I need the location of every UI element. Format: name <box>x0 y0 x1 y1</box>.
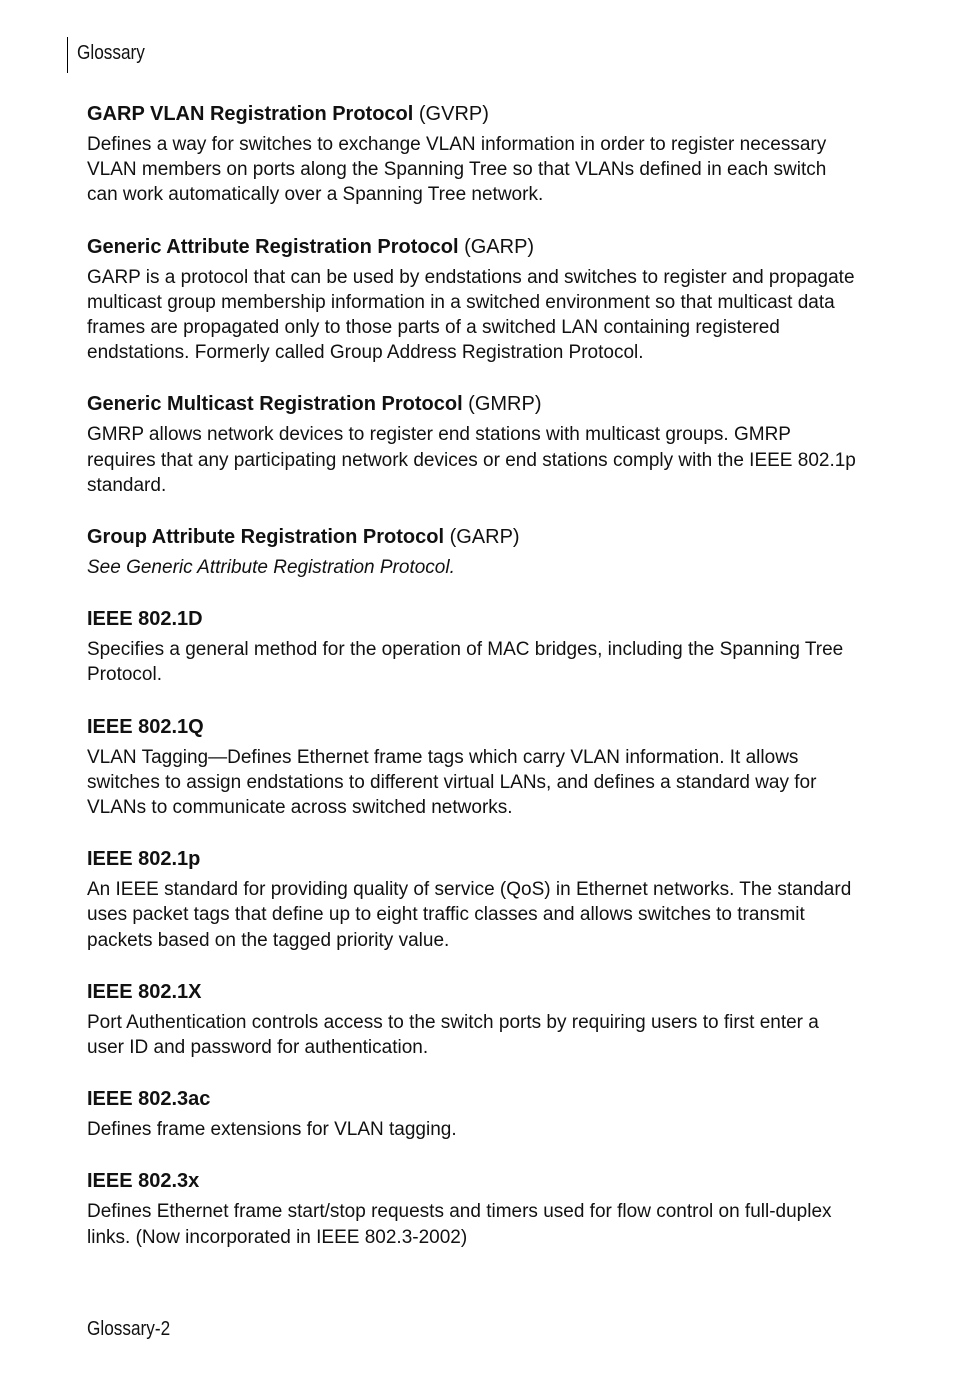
term-abbreviation: (GARP) <box>458 235 535 258</box>
term-name: Generic Multicast Registration Protocol <box>87 393 463 416</box>
glossary-content <box>87 101 857 1276</box>
term-name: IEEE 802.1p <box>87 848 201 871</box>
glossary-entry-ieee-802-1d <box>87 606 857 687</box>
page-number: Glossary-2 <box>87 1318 171 1340</box>
term-name: IEEE 802.1Q <box>87 715 204 738</box>
glossary-entry-gvrp <box>87 101 857 208</box>
glossary-entry-ieee-802-3x <box>87 1168 857 1249</box>
glossary-term <box>87 846 857 872</box>
term-abbreviation: (GVRP) <box>413 103 489 125</box>
glossary-definition: VLAN Tagging—Defines Ethernet frame tags which carry VLAN information. It allows switches to assign endstations to different virtual LANs, and defines a standard way for VLANs to communicate across switched networks. <box>87 746 817 819</box>
glossary-term <box>87 979 857 1005</box>
glossary-definition: Specifies a general method for the operation of MAC bridges, including the Spanning Tree Protocol. <box>87 639 844 686</box>
term-name: Group Attribute Registration Protocol <box>87 526 445 549</box>
glossary-entry-ieee-802-3ac <box>87 1086 857 1142</box>
header-rule <box>67 37 68 73</box>
glossary-definition: GARP is a protocol that can be used by endstations and switches to register and propagate multicast group membership information in a switched environment so that multicast data frames are propagated only to those parts of a switched LAN containing registered endstations. Formerly called Group Address Registration Protocol. <box>87 266 855 364</box>
glossary-entry-group-garp <box>87 524 857 580</box>
glossary-definition: Defines a way for switches to exchange VLAN information in order to register necessary VLAN members on ports along the Spanning Tree so that VLANs defined in each switch can work automatically over a Spanning Tree network. <box>87 134 827 206</box>
glossary-definition: GMRP allows network devices to register end stations with multicast groups. GMRP requires that any participating network devices or end stations comply with the IEEE 802.1p standard. <box>87 424 856 496</box>
running-header: Glossary <box>77 42 145 64</box>
glossary-term <box>87 524 857 550</box>
glossary-definition: Defines frame extensions for VLAN tagging. <box>87 1119 457 1141</box>
term-name: IEEE 802.3ac <box>87 1088 211 1111</box>
glossary-entry-ieee-802-1q <box>87 714 857 821</box>
term-abbreviation: (GMRP) <box>462 393 542 416</box>
glossary-entry-ieee-802-1x <box>87 979 857 1060</box>
glossary-term <box>87 234 857 260</box>
term-abbreviation: (GARP) <box>444 526 520 549</box>
glossary-term <box>87 391 857 417</box>
glossary-definition: Port Authentication controls access to the switch ports by requiring users to first enter a user ID and password for authentication. <box>87 1011 819 1059</box>
glossary-definition: Defines Ethernet frame start/stop requests and timers used for flow control on full-duplex links. (Now incorporated in IEEE 802.3-2002) <box>87 1201 832 1248</box>
term-name: GARP VLAN Registration Protocol <box>87 103 414 125</box>
glossary-entry-garp <box>87 234 857 366</box>
term-name: IEEE 802.3x <box>87 1170 200 1193</box>
term-name: Generic Attribute Registration Protocol <box>87 235 459 258</box>
glossary-definition: An IEEE standard for providing quality of service (QoS) in Ethernet networks. The standard uses packet tags that define up to eight traffic classes and allows switches to transmit packets based on the tagged priority value. <box>87 879 852 951</box>
glossary-term <box>87 714 857 740</box>
term-name: IEEE 802.1D <box>87 608 203 631</box>
glossary-term <box>87 101 857 127</box>
glossary-term <box>87 606 857 632</box>
glossary-entry-gmrp <box>87 391 857 498</box>
glossary-cross-reference: See Generic Attribute Registration Protocol. <box>87 557 455 579</box>
glossary-term <box>87 1086 857 1112</box>
term-name: IEEE 802.1X <box>87 980 202 1003</box>
glossary-entry-ieee-802-1p <box>87 846 857 953</box>
glossary-term <box>87 1168 857 1194</box>
